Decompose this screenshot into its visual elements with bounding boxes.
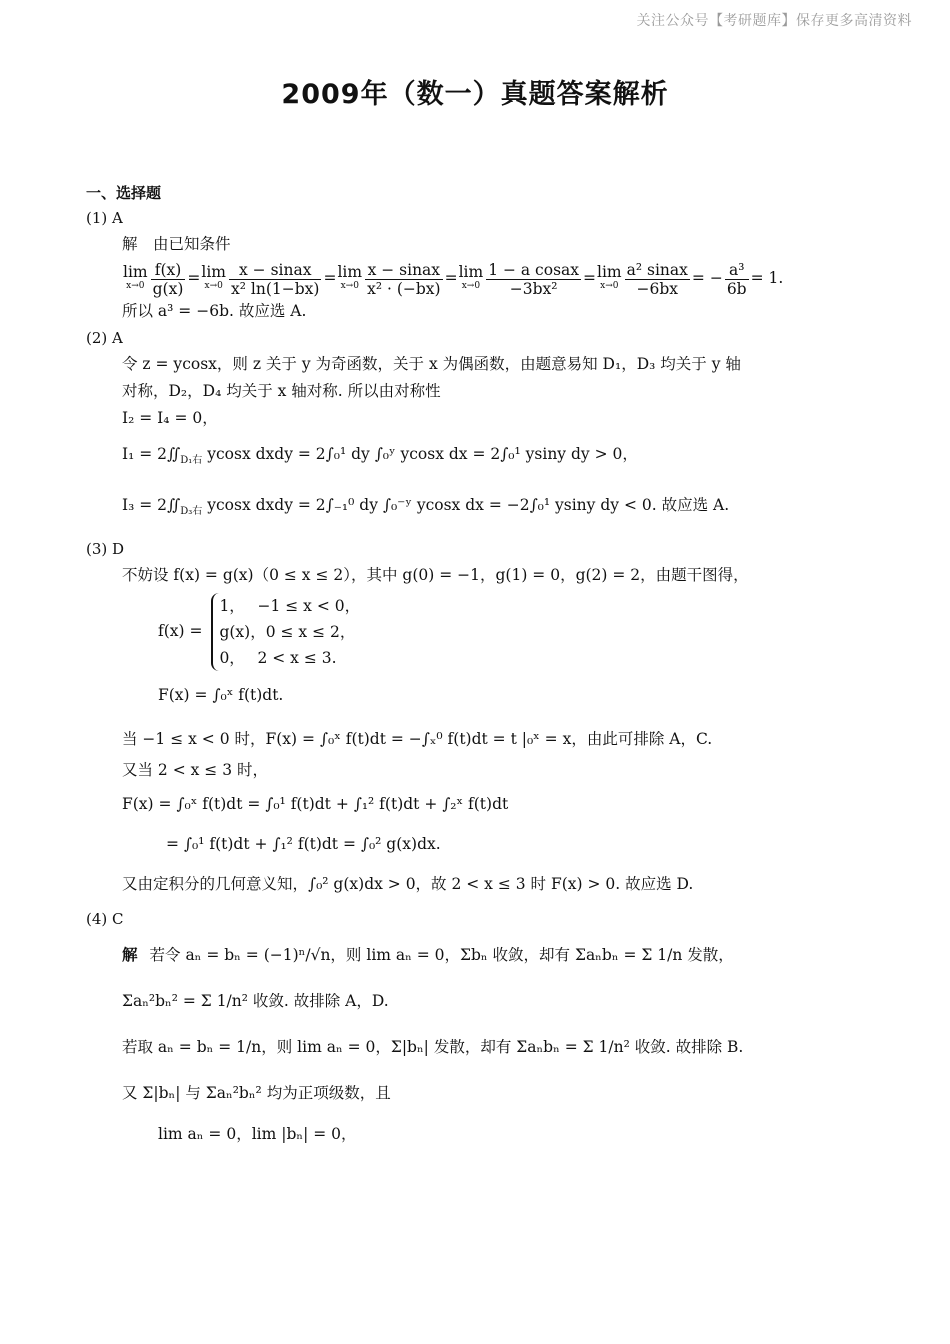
q2-line: I₂ = I₄ = 0， xyxy=(122,409,218,427)
q2-integral-i3: $I_3 = 2∬_{D_3右}$ ycosx dxdy = 2∫₋₁⁰ dy ∫₀⁻ʸ ycosx dx = −2∫₀¹ ysiny dy < 0. 故应选 A. xyxy=(122,496,730,518)
question-4 xyxy=(86,910,886,1152)
lim-symbol: lim x→0 xyxy=(597,263,622,291)
question-3 xyxy=(86,540,886,904)
question-3-label: (3) D xyxy=(86,540,125,559)
brace: 1， −1 ≤ x < 0， g(x)，0 ≤ x ≤ 2， 0， 2 < x ≤ 3. xyxy=(211,593,360,671)
question-2-label: (2) A xyxy=(86,329,123,347)
q3-line: = ∫₀¹ f(t)dt + ∫₁² f(t)dt = ∫₀² g(x)dx. xyxy=(166,835,441,854)
fraction: $\frac{\text{1 − a cosax}}{\text{−3bx²}}$ xyxy=(488,260,580,298)
q3-line: F(x) = ∫₀ˣ f(t)dt = ∫₀¹ f(t)dt + ∫₁² f(t)dt + ∫₂ˣ f(t)dt xyxy=(122,795,509,814)
fraction: $\frac{\text{a³}}{6b}$ xyxy=(726,260,747,298)
q4-line: 解 若令 aₙ = bₙ = (−1)ⁿ/√n，则 lim aₙ = 0，Σbₙ 收敛，却有 Σaₙbₙ = Σ 1/n 发散， xyxy=(122,945,734,965)
q2-line: 令 z = ycosx，则 z 关于 y 为奇函数，关于 x 为偶函数，由题意易知 D₁，D₃ 均关于 y 轴 xyxy=(122,355,741,373)
q3-F-definition: F(x) = ∫₀ˣ f(t)dt. xyxy=(158,686,284,705)
page-title: 2009年（数一）真题答案解析 xyxy=(281,79,669,110)
q2-integral-i1: $I_1 = 2∬_{D_1右}$ ycosx dxdy = 2∫₀¹ dy ∫₀ʸ ycosx dx = 2∫₀¹ ysiny dy > 0， xyxy=(122,445,638,467)
section-title: 一、选择题 xyxy=(86,184,162,202)
q3-piecewise: f(x) = 1， −1 ≤ x < 0， g(x)，0 ≤ x ≤ 2， 0， 2 < x ≤ 3. xyxy=(122,593,886,671)
watermark: 关注公众号【考研题库】保存更多高清资料 xyxy=(636,13,912,29)
q1-conclusion: 所以 a³ = −6b. 故应选 A. xyxy=(122,302,307,320)
question-1-label: (1) A xyxy=(86,209,123,227)
q4-line: 若取 aₙ = bₙ = 1/n，则 lim aₙ = 0，Σ|bₙ| 发散，却有 Σaₙbₙ = Σ 1/n² 收敛. 故排除 B. xyxy=(122,1038,744,1057)
fraction: $\frac{\text{x − sinax}}{\text{x² · (−bx)}}$ xyxy=(367,260,441,298)
lim-symbol: lim x→0 xyxy=(123,263,148,291)
answer-content xyxy=(86,182,886,1152)
question-1 xyxy=(86,209,886,325)
q2-line: 对称，D₂，D₄ 均关于 x 轴对称. 所以由对称性 xyxy=(122,382,441,400)
question-4-label: (4) C xyxy=(86,910,124,929)
q3-line: 又当 2 < x ≤ 3 时， xyxy=(122,761,269,780)
q4-line: Σaₙ²bₙ² = Σ 1/n² 收敛. 故排除 A，D. xyxy=(122,992,389,1011)
fraction: $\frac{f(x)}{g(x)}$ xyxy=(152,260,184,298)
solution-mark: 解 xyxy=(122,945,138,965)
lim-symbol: lim x→0 xyxy=(201,263,227,291)
q1-line: 解 由已知条件 xyxy=(122,235,231,253)
fraction: $\frac{\text{x − sinax}}{\text{x² ln(1−bx)}}$ xyxy=(231,260,320,298)
fraction: $\frac{\text{a² sinax}}{-6bx}$ xyxy=(626,260,688,298)
q1-limit-equation: lim x→0 $\frac{f(x)}{g(x)}$ =lim x→0 $\frac{\text{x − sinax}}{\text{x² ln(1−bx)}}$ =lim x→0 $\frac{\text{x − sinax}}{\text{x² · (−bx)}}$ =lim x→0 $\frac{\text{1 − a cosax}}{\text{−3bx²}}$ =lim x→0 $\frac{\text{a² sinax}}{-6bx}$ = − $\frac{\text{a³}}{6b}$ = 1. xyxy=(123,260,784,298)
q4-line: lim aₙ = 0，lim |bₙ| = 0， xyxy=(158,1125,357,1144)
lim-symbol: lim x→0 xyxy=(458,263,484,291)
q4-line: 又 Σ|bₙ| 与 Σaₙ²bₙ² 均为正项级数，且 xyxy=(122,1084,391,1103)
lim-symbol: lim x→0 xyxy=(337,263,363,291)
q3-line: 不妨设 f(x) = g(x)（0 ≤ x ≤ 2），其中 g(0) = −1，g(1) = 0，g(2) = 2，由题干图得， xyxy=(122,566,749,585)
q3-conclusion: 又由定积分的几何意义知，∫₀² g(x)dx > 0，故 2 < x ≤ 3 时 F(x) > 0. 故应选 D. xyxy=(122,875,694,894)
q3-line: 当 −1 ≤ x < 0 时，F(x) = ∫₀ˣ f(t)dt = −∫ₓ⁰ f(t)dt = t |₀ˣ = x，由此可排除 A，C. xyxy=(122,730,713,749)
question-2 xyxy=(86,329,886,534)
